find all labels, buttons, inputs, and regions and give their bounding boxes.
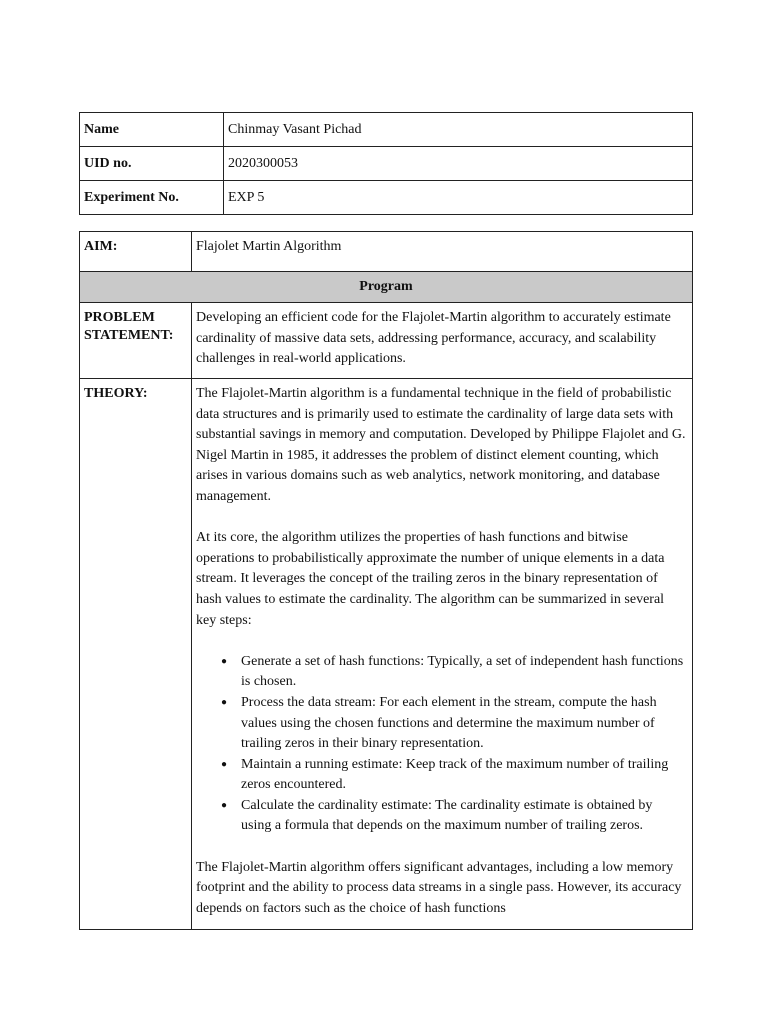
name-label: Name	[80, 113, 224, 147]
theory-row	[80, 379, 693, 930]
list-item: ● Maintain a running estimate: Keep track of the maximum number of trailing zeros encountered.	[241, 755, 686, 796]
list-item: ● Calculate the cardinality estimate: The cardinality estimate is obtained by using a formula that depends on the maximum number of trailing zeros.	[241, 796, 686, 837]
experiment-value: EXP 5	[224, 181, 693, 215]
theory-paragraph-1: The Flajolet-Martin algorithm is a fundamental technique in the field of probabilistic data structures and is primarily used to estimate the cardinality of large data sets with substantial savings in memory and computation. Developed by Philippe Flajolet and G. Nigel Martin in 1985, it addresses the problem of distinct element counting, which arises in various domains such as web analytics, network monitoring, and database management.	[196, 386, 686, 504]
problem-statement-row	[80, 303, 693, 379]
theory-content	[192, 379, 693, 930]
program-header: Program	[80, 272, 693, 303]
aim-label: AIM:	[80, 232, 192, 272]
table-row	[80, 113, 693, 147]
student-info-table	[79, 112, 693, 215]
experiment-label: Experiment No.	[80, 181, 224, 215]
problem-label-line-1: PROBLEM	[84, 310, 155, 325]
problem-statement-text: Developing an efficient code for the Flajolet-Martin algorithm to accurately estimate cardinality of massive data sets, addressing performance, accuracy, and scalability challenges in real-world applications.	[192, 303, 693, 379]
aim-row	[80, 232, 693, 272]
table-row	[80, 181, 693, 215]
aim-value: Flajolet Martin Algorithm	[192, 232, 693, 272]
problem-statement-label	[80, 303, 192, 379]
theory-label: THEORY:	[80, 379, 192, 930]
program-header-row	[80, 272, 693, 303]
experiment-table	[79, 231, 693, 930]
uid-label: UID no.	[80, 147, 224, 181]
problem-label-line-2: STATEMENT:	[84, 327, 174, 343]
list-item: ● Process the data stream: For each element in the stream, compute the hash values using the chosen functions and determine the maximum number of trailing zeros in their binary representation.	[241, 693, 686, 755]
theory-paragraph-3: The Flajolet-Martin algorithm offers significant advantages, including a low memory footprint and the ability to process data streams in a single pass. However, its accuracy depends on factors such as the choice of hash functions	[196, 859, 682, 916]
table-row	[80, 147, 693, 181]
list-item: ● Generate a set of hash functions: Typically, a set of independent hash functions is chosen.	[241, 652, 686, 693]
uid-value: 2020300053	[224, 147, 693, 181]
theory-paragraph-2: At its core, the algorithm utilizes the properties of hash functions and bitwise operations to probabilistically approximate the number of unique elements in a data stream. It leverages the concept of the trailing zeros in the binary representation of hash values to estimate the cardinality. The algorithm can be summarized in several key steps:	[196, 530, 665, 628]
name-value: Chinmay Vasant Pichad	[224, 113, 693, 147]
theory-steps-list	[196, 652, 686, 837]
